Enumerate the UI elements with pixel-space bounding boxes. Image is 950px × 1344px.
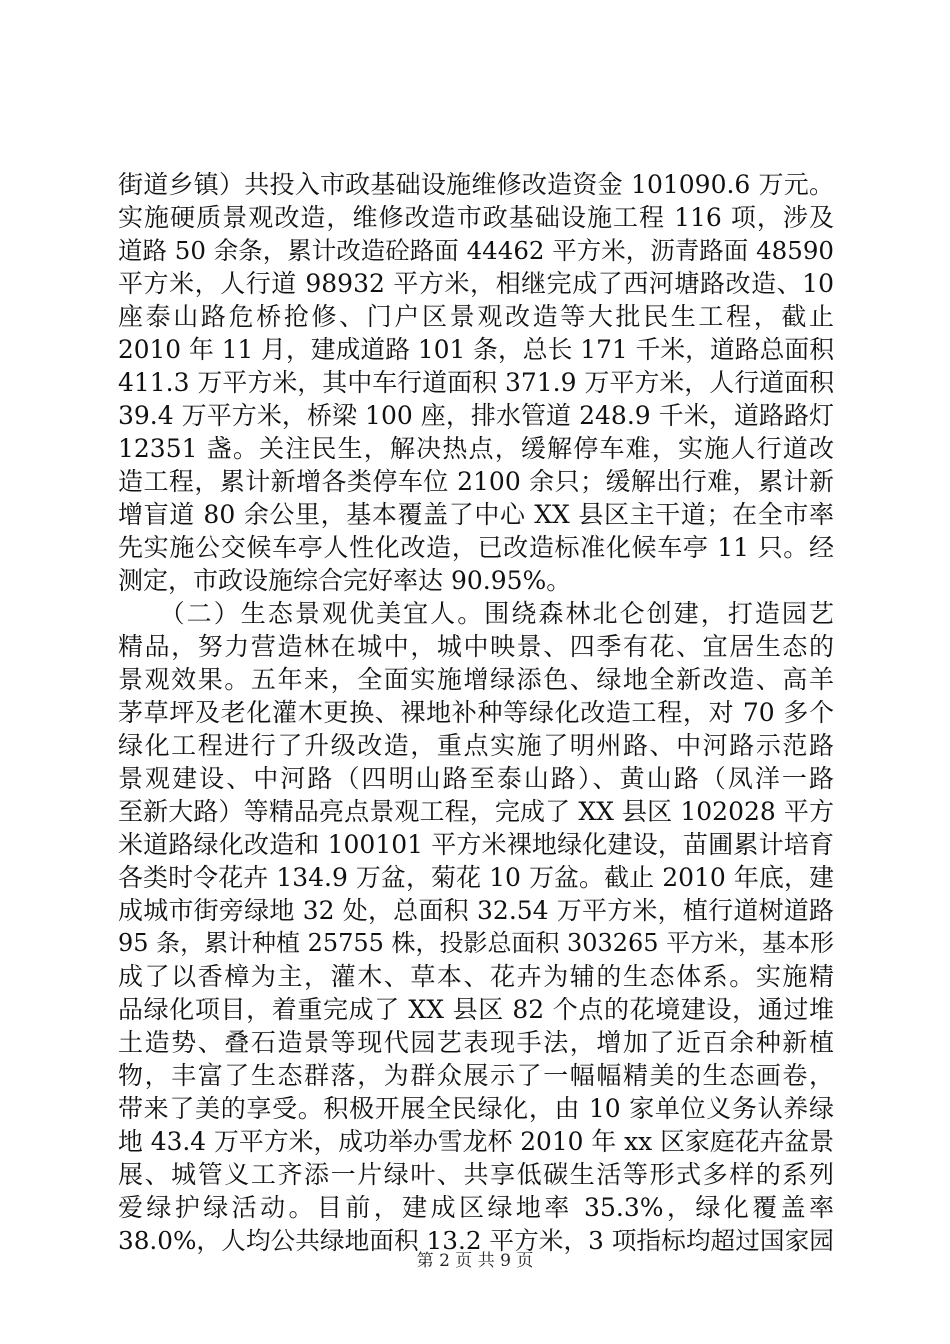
text-line: 茅草坪及老化灌木更换、裸地补种等绿化改造工程，对 70 多个 — [118, 698, 834, 727]
text-line: 物，丰富了生态群落，为群众展示了一幅幅精美的生态画卷， — [118, 1061, 834, 1090]
text-line: 2010 年 11 月，建成道路 101 条，总长 171 千米，道路总面积 — [118, 335, 834, 364]
text-line: 造工程，累计新增各类停车位 2100 余只；缓解出行难，累计新 — [118, 467, 834, 496]
text-line: 地 43.4 万平方米，成功举办雪龙杯 2010 年 xx 区家庭花卉盆景 — [118, 1127, 835, 1156]
text-line: 411.3 万平方米，其中车行道面积 371.9 万平方米，人行道面积 — [118, 368, 835, 397]
text-line: 精品，努力营造林在城中，城中映景、四季有花、宜居生态的 — [118, 632, 834, 661]
text-line: 品绿化项目，着重完成了 XX 县区 82 个点的花境建设，通过堆 — [118, 995, 834, 1024]
text-line: 先实施公交候车亭人性化改造，已改造标准化候车亭 11 只。经 — [118, 533, 834, 562]
text-line: 至新大路）等精品亮点景观工程，完成了 XX 县区 102028 平方 — [118, 797, 834, 826]
page-footer — [0, 1246, 950, 1271]
text-line: 土造势、叠石造景等现代园艺表现手法，增加了近百余种新植 — [118, 1028, 834, 1057]
text-line: 座泰山路危桥抢修、门户区景观改造等大批民生工程，截止 — [118, 302, 834, 331]
text-line: 38.0%，人均公共绿地面积 13.2 平方米，3 项指标均超过国家园 — [118, 1226, 834, 1255]
text-line: 增盲道 80 余公里，基本覆盖了中心 XX 县区主干道；在全市率 — [118, 500, 834, 529]
text-line: 景观效果。五年来，全面实施增绿添色、绿地全新改造、高羊 — [118, 665, 834, 694]
text-line: 测定，市政设施综合完好率达 90.95%。 — [118, 566, 572, 595]
text-line: 街道乡镇）共投入市政基础设施维修改造资金 101090.6 万元。 — [118, 170, 834, 199]
page-number: 第 2 页 共 9 页 — [416, 1251, 534, 1271]
text-line: 39.4 万平方米，桥梁 100 座，排水管道 248.9 千米，道路路灯 — [118, 401, 834, 430]
text-line: 95 条，累计种植 25755 株，投影总面积 303265 平方米，基本形 — [118, 929, 834, 957]
text-line: 景观建设、中河路（四明山路至泰山路）、黄山路（凤洋一路 — [118, 764, 834, 793]
text-line: 道路 50 余条，累计改造砼路面 44462 平方米，沥青路面 48590 — [118, 236, 834, 265]
text-line: 实施硬质景观改造，维修改造市政基础设施工程 116 项，涉及 — [118, 203, 834, 232]
text-line: 展、城管义工齐添一片绿叶、共享低碳生活等形式多样的系列 — [118, 1160, 834, 1189]
text-line: 12351 盏。关注民生，解决热点，缓解停车难，实施人行道改 — [118, 434, 834, 463]
text-line: 绿化工程进行了升级改造，重点实施了明州路、中河路示范路 — [118, 731, 834, 760]
text-line: 成城市街旁绿地 32 处，总面积 32.54 万平方米，植行道树道路 — [118, 896, 834, 925]
text-line: （二）生态景观优美宜人。围绕森林北仑创建，打造园艺 — [118, 599, 834, 628]
text-line: 平方米，人行道 98932 平方米，相继完成了西河塘路改造、10 — [118, 269, 834, 298]
text-line: 成了以香樟为主，灌木、草本、花卉为辅的生态体系。实施精 — [118, 962, 834, 991]
text-line: 爱绿护绿活动。目前，建成区绿地率 35.3%，绿化覆盖率 — [118, 1193, 834, 1222]
text-line: 各类时令花卉 134.9 万盆，菊花 10 万盆。截止 2010 年底，建 — [118, 863, 834, 892]
body-text — [118, 168, 834, 1257]
text-line: 米道路绿化改造和 100101 平方米裸地绿化建设，苗圃累计培育 — [118, 830, 834, 859]
text-line: 带来了美的享受。积极开展全民绿化，由 10 家单位义务认养绿 — [118, 1094, 834, 1123]
